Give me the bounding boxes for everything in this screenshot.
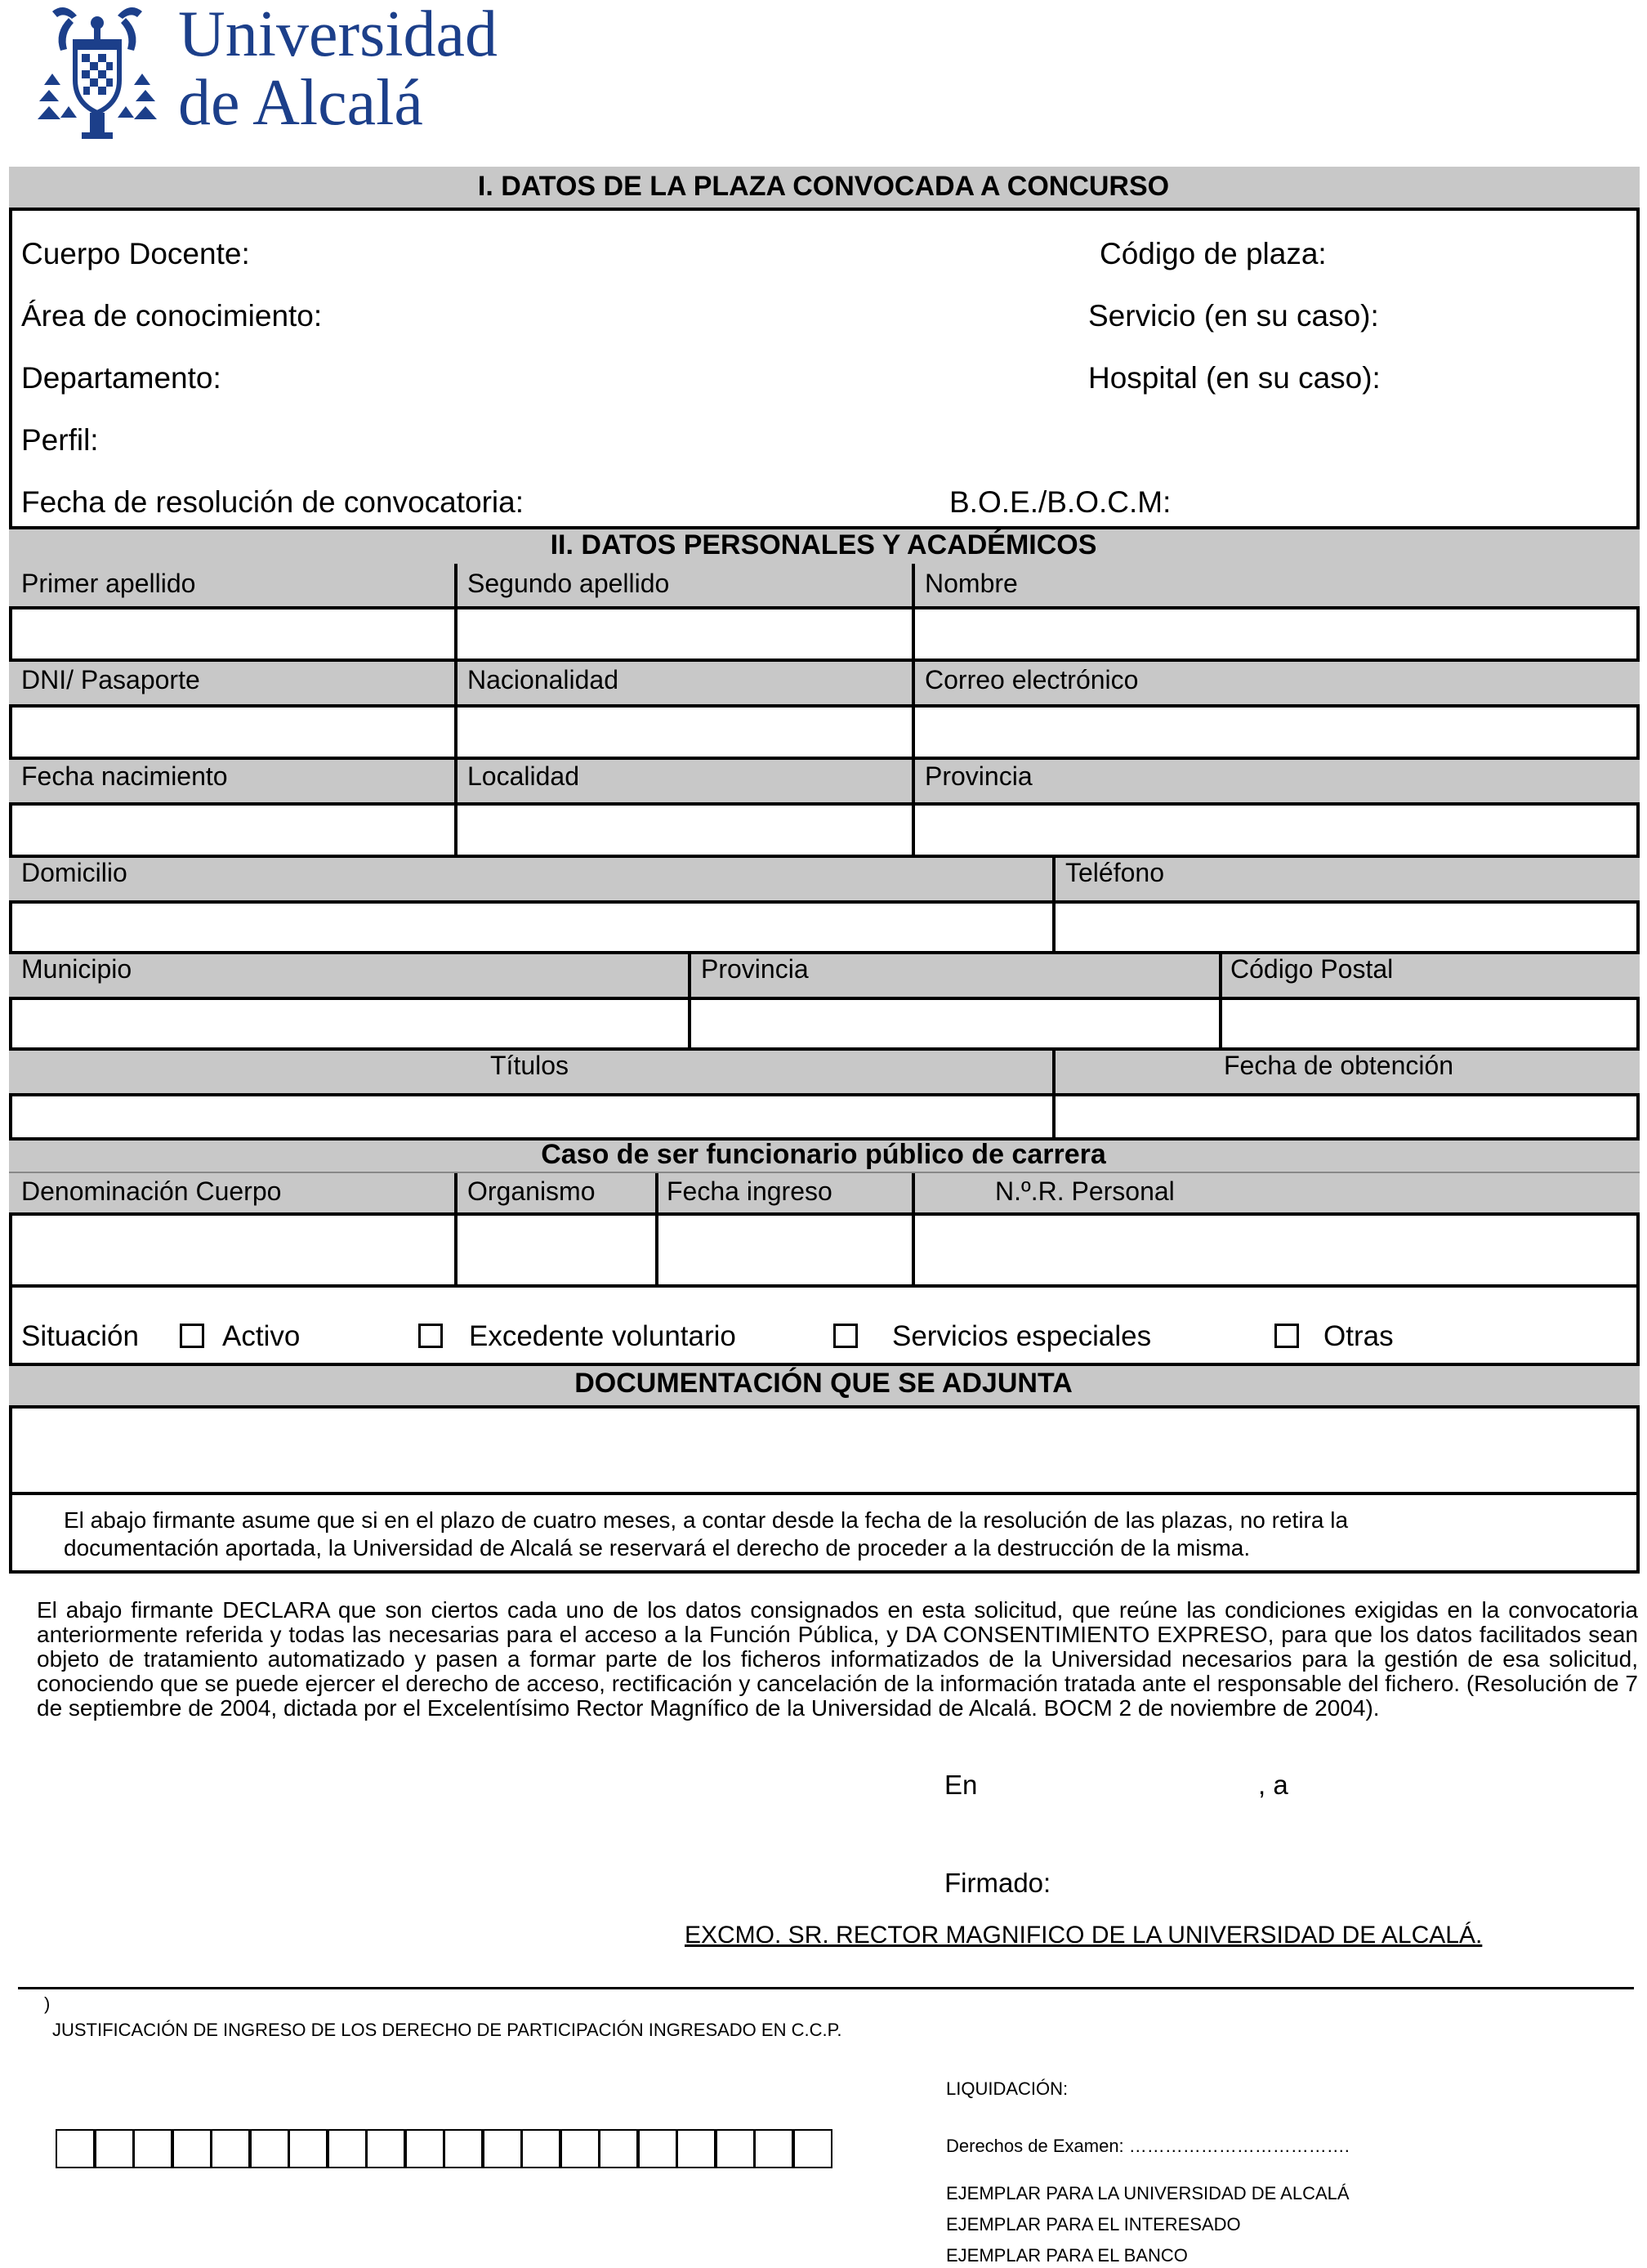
ejemplar-interesado: EJEMPLAR PARA EL INTERESADO [946, 2214, 1241, 2235]
ccp-boxes [56, 2129, 832, 2168]
divider [9, 1172, 1640, 1173]
option-excedente-voluntario: Excedente voluntario [469, 1320, 736, 1352]
checkbox-servicios-especiales[interactable] [833, 1324, 858, 1348]
input-telefono[interactable] [1056, 904, 1636, 953]
footer-paren: ) [44, 1993, 51, 2014]
logo-line-1: Universidad [178, 0, 498, 70]
input-domicilio[interactable] [12, 904, 1052, 953]
ccp-digit-box[interactable] [56, 2129, 95, 2168]
header-correo: Correo electrónico [925, 665, 1139, 694]
section2-title: II. DATOS PERSONALES Y ACADÉMICOS [550, 529, 1097, 560]
ccp-digit-box[interactable] [133, 2129, 172, 2168]
label-situacion: Situación [21, 1320, 139, 1352]
divider [9, 1284, 1640, 1288]
header-domicilio: Domicilio [21, 858, 127, 887]
documentacion-notice: El abajo firmante asume que si en el plazo de cuatro meses, a contar desde la fecha de la resolución de las plazas, no retira la documentación aportada, la Universidad de Alcalá se reservará el derecho de proceder a la destrucción de la misma. [64, 1507, 1349, 1560]
row1-header [9, 564, 1640, 609]
justificacion-text: JUSTIFICACIÓN DE INGRESO DE LOS DERECHO DE PARTICIPACIÓN INGRESADO EN C.C.P. [52, 2020, 842, 2040]
input-nrp[interactable] [915, 1216, 1636, 1286]
ccp-digit-box[interactable] [288, 2129, 328, 2168]
ccp-digit-box[interactable] [638, 2129, 677, 2168]
header-codigo-postal: Código Postal [1230, 954, 1394, 984]
derechos-examen: Derechos de Examen: ………………………………. [946, 2136, 1350, 2156]
label-codigo-plaza: Código de plaza: [1100, 237, 1327, 270]
input-provincia[interactable] [915, 806, 1636, 855]
ccp-digit-box[interactable] [793, 2129, 832, 2168]
header-primer-apellido: Primer apellido [21, 569, 196, 598]
header-telefono: Teléfono [1065, 858, 1164, 887]
checkbox-activo[interactable] [180, 1324, 204, 1348]
header-fecha-ingreso: Fecha ingreso [667, 1176, 832, 1206]
input-organismo[interactable] [458, 1216, 655, 1286]
ccp-digit-box[interactable] [521, 2129, 560, 2168]
funcionario-title: Caso de ser funcionario público de carrera [541, 1139, 1106, 1170]
label-hospital: Hospital (en su caso): [1088, 361, 1381, 395]
ccp-digit-box[interactable] [328, 2129, 367, 2168]
university-logo-text [178, 0, 498, 137]
divider [18, 1987, 1634, 1989]
input-municipio[interactable] [12, 1000, 688, 1049]
header-segundo-apellido: Segundo apellido [467, 569, 670, 598]
input-fecha-ingreso[interactable] [658, 1216, 912, 1286]
label-area-conocimiento: Área de conocimiento: [21, 299, 323, 333]
section1-title: I. DATOS DE LA PLAZA CONVOCADA A CONCURSO [477, 171, 1170, 202]
row2-header [9, 659, 1640, 708]
label-boe: B.O.E./B.O.C.M: [949, 485, 1172, 519]
ccp-digit-box[interactable] [172, 2129, 212, 2168]
option-activo: Activo [222, 1320, 301, 1352]
input-nombre[interactable] [915, 609, 1636, 659]
header-dni: DNI/ Pasaporte [21, 665, 200, 694]
ccp-digit-box[interactable] [754, 2129, 793, 2168]
input-primer-apellido[interactable] [12, 609, 454, 659]
header-fecha-obtencion: Fecha de obtención [1224, 1051, 1454, 1080]
row3-header [9, 757, 1640, 806]
label-fecha-resolucion: Fecha de resolución de convocatoria: [21, 485, 524, 519]
header-fecha-nacimiento: Fecha nacimiento [21, 761, 228, 791]
label-en: En [944, 1770, 978, 1800]
header-nacionalidad: Nacionalidad [467, 665, 619, 694]
input-codigo-postal[interactable] [1222, 1000, 1636, 1049]
ccp-digit-box[interactable] [366, 2129, 405, 2168]
option-servicios-especiales: Servicios especiales [892, 1320, 1152, 1352]
ccp-digit-box[interactable] [483, 2129, 522, 2168]
header-nombre: Nombre [925, 569, 1018, 598]
header-organismo: Organismo [467, 1176, 596, 1206]
ccp-digit-box[interactable] [560, 2129, 600, 2168]
input-denominacion-cuerpo[interactable] [12, 1216, 454, 1286]
header-provincia-2: Provincia [701, 954, 809, 984]
input-nacionalidad[interactable] [458, 708, 912, 757]
ccp-digit-box[interactable] [405, 2129, 444, 2168]
ccp-digit-box[interactable] [95, 2129, 134, 2168]
ccp-digit-box[interactable] [250, 2129, 289, 2168]
university-crest-icon [36, 3, 158, 144]
ccp-digit-box[interactable] [716, 2129, 755, 2168]
checkbox-excedente-voluntario[interactable] [418, 1324, 443, 1348]
row4-header [9, 855, 1640, 904]
header-provincia: Provincia [925, 761, 1033, 791]
liquidacion-label: LIQUIDACIÓN: [946, 2078, 1069, 2099]
ejemplar-banco: EJEMPLAR PARA EL BANCO [946, 2245, 1188, 2266]
divider [9, 1492, 1640, 1495]
ccp-digit-box[interactable] [676, 2129, 716, 2168]
label-firmado: Firmado: [944, 1868, 1051, 1898]
destinatario: EXCMO. SR. RECTOR MAGNIFICO DE LA UNIVERSIDAD DE ALCALÁ. [685, 1922, 1483, 1949]
input-documentacion[interactable] [12, 1409, 1636, 1492]
declaracion-text: El abajo firmante DECLARA que son ciertos cada uno de los datos consignados en esta solicitud, que reúne las condiciones exigidas en la convocatoria anteriormente referida y todas las necesarias para el acceso a la Función Pública, y DA CONSENTIMIENTO EXPRESO, para que los datos facilitados sean objeto de tratamiento automatizado y pasen a formar parte de los ficheros informatizados de la Universidad necesarios para la gestión de esa solicitud, conociendo que se puede ejercer el derecho de acceso, rectificación y cancelación de la información tratada ante el responsable del fichero. (Resolución de 7 de septiembre de 2004, dictada por el Excelentísimo Rector Magnífico de la Universidad de Alcalá. BOCM 2 de noviembre de 2004). [37, 1597, 1638, 1721]
label-cuerpo-docente: Cuerpo Docente: [21, 237, 250, 270]
input-localidad[interactable] [458, 806, 912, 855]
header-localidad: Localidad [467, 761, 579, 791]
row5-header [9, 951, 1640, 1000]
ccp-digit-box[interactable] [599, 2129, 638, 2168]
input-provincia-2[interactable] [691, 1000, 1219, 1049]
label-perfil: Perfil: [21, 423, 99, 457]
logo-line-2: de Alcalá [178, 67, 423, 139]
label-servicio: Servicio (en su caso): [1088, 299, 1379, 333]
ccp-digit-box[interactable] [444, 2129, 483, 2168]
header-municipio: Municipio [21, 954, 132, 984]
header-denominacion-cuerpo: Denominación Cuerpo [21, 1176, 282, 1206]
header-nrp: N.º.R. Personal [995, 1176, 1175, 1206]
ejemplar-universidad: EJEMPLAR PARA LA UNIVERSIDAD DE ALCALÁ [946, 2183, 1350, 2203]
input-correo[interactable] [915, 708, 1636, 757]
checkbox-otras[interactable] [1274, 1324, 1299, 1348]
ccp-digit-box[interactable] [211, 2129, 250, 2168]
header-titulos: Títulos [490, 1051, 569, 1080]
documentacion-title: DOCUMENTACIÓN QUE SE ADJUNTA [574, 1368, 1073, 1399]
label-a: , a [1258, 1770, 1288, 1800]
input-segundo-apellido[interactable] [458, 609, 912, 659]
label-departamento: Departamento: [21, 361, 221, 395]
option-otras: Otras [1323, 1320, 1394, 1352]
input-fecha-nacimiento[interactable] [12, 806, 454, 855]
input-dni[interactable] [12, 708, 454, 757]
